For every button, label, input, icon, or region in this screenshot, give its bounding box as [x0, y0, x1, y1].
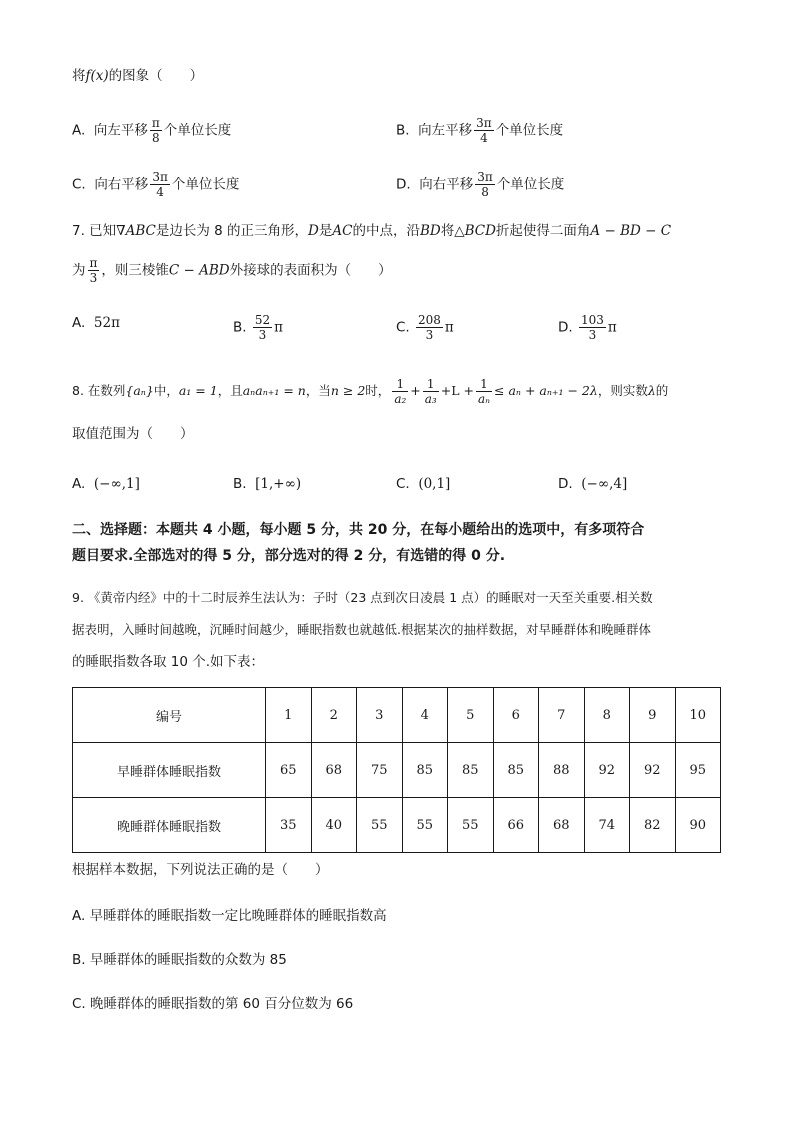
table-header-row: 编号 1 2 3 4 5 6 7 8 9 10 — [73, 688, 721, 743]
q6-stem — [72, 66, 203, 86]
q6-option-b-fraction: $\frac{3\pi}{4}$ — [476, 116, 492, 145]
q6-option-b: B. 向左平移 $\frac{3\pi}{4}$ 个单位长度 — [396, 116, 564, 145]
section2-heading-line1: 二、选择题：本题共 4 小题，每小题 5 分，共 20 分，在每小题给出的选项中，有多项符合 — [72, 522, 645, 538]
q7-option-a: A. 52π — [72, 315, 120, 331]
q8-option-d: D. (−∞,4] — [558, 476, 628, 492]
q7-stem-line2: 为 $\frac{\pi}{3}$ ，则三棱锥C − ABD外接球的表面积为（ ） — [72, 256, 392, 285]
q8-stem-line1: 8. 在数列{aₙ}中，a₁ = 1，且aₙaₙ₊₁ = n，当n ≥ 2时， $\frac{1}{\text{a₂}}$ + $\frac{1}{\text{a₃}}$ +L + $\frac{1}{\text{aₙ}}$ ≤ aₙ + aₙ₊₁ − 2λ，则实数λ的 — [72, 377, 669, 406]
q8-option-b: B. [1,+∞) — [233, 476, 302, 492]
q6-function: f(x) — [85, 68, 109, 84]
q7-option-d: D. $\frac{103}{3}$ π — [558, 313, 617, 342]
q6-stem-suffix: 的图象（ ） — [108, 68, 204, 84]
section2-heading-line2: 题目要求.全部选对的得 5 分，部分选对的得 2 分，有选错的得 0 分. — [72, 548, 506, 564]
q6-option-c: C. 向右平移 $\frac{3\pi}{4}$ 个单位长度 — [72, 170, 240, 199]
q6-option-d: D. 向右平移 $\frac{3\pi}{8}$ 个单位长度 — [396, 170, 565, 199]
q6-stem-prefix: 将 — [72, 68, 86, 84]
q9-option-b: B. 早睡群体的睡眠指数的众数为 85 — [72, 952, 287, 968]
q7-stem-line1: 7. 已知∇ABC是边长为 8 的正三角形，D是AC的中点，沿BD将△BCD折起使得二面角A − BD − C — [72, 223, 672, 239]
q7-option-b: B. $\frac{52}{3}$ π — [233, 313, 284, 342]
q6-option-a-fraction: $\frac{\pi}{8}$ — [151, 116, 160, 145]
q8-stem-line2: 取值范围为（ ） — [72, 426, 194, 442]
q6-option-d-fraction: $\frac{3\pi}{8}$ — [477, 170, 493, 199]
q9-option-c: C. 晚睡群体的睡眠指数的第 60 百分位数为 66 — [72, 996, 354, 1012]
q7-angle-fraction: $\frac{\pi}{3}$ — [89, 256, 98, 285]
q7-option-c: C. $\frac{208}{3}$ π — [396, 313, 454, 342]
q9-option-a: A. 早睡群体的睡眠指数一定比晚睡群体的睡眠指数高 — [72, 908, 387, 924]
q9-question: 根据样本数据，下列说法正确的是（ ） — [72, 862, 329, 878]
q6-option-c-fraction: $\frac{3\pi}{4}$ — [152, 170, 168, 199]
sleep-index-table — [72, 687, 721, 853]
q8-option-a: A. (−∞,1] — [72, 476, 140, 492]
table-row-label: 早睡群体睡眠指数 — [73, 743, 266, 798]
table-row: 早睡群体睡眠指数 65 68 75 85 85 85 88 92 92 95 — [73, 743, 721, 798]
q8-option-c: C. (0,1] — [396, 476, 451, 492]
table-row-label: 晚睡群体睡眠指数 — [73, 798, 266, 853]
q9-stem-line1: 9. 《黄帝内经》中的十二时辰养生法认为：子时（23 点到次日凌晨 1 点）的睡眠对一天至关重要.相关数 — [72, 590, 653, 605]
q9-stem-line2: 据表明，入睡时间越晚，沉睡时间越少，睡眠指数也就越低.根据某次的抽样数据，对早睡群体和晚睡群体 — [72, 622, 651, 637]
q6-option-a: A. 向左平移 $\frac{\pi}{8}$ 个单位长度 — [72, 116, 232, 145]
q9-stem-line3: 的睡眠指数各取 10 个.如下表： — [72, 654, 265, 670]
table-header-label: 编号 — [73, 688, 266, 743]
table-row: 晚睡群体睡眠指数 35 40 55 55 55 66 68 74 82 90 — [73, 798, 721, 853]
